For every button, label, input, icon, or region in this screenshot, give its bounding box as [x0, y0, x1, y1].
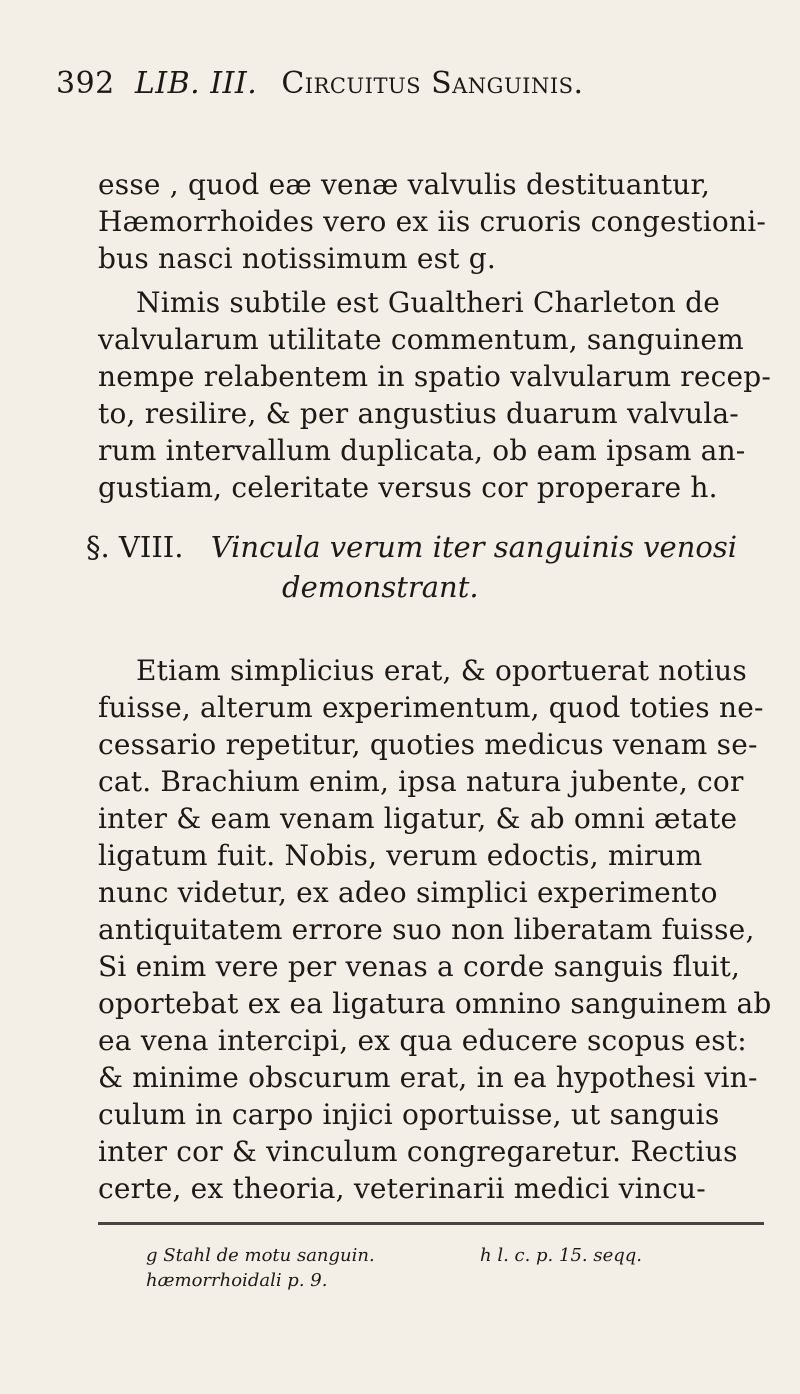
section-title-continued: demonstrant. [282, 570, 479, 604]
section-title: Vincula verum iter sanguinis venosi [210, 530, 738, 564]
text-line: to, resilire, & per angustius duarum valvula- [98, 397, 739, 430]
footnote-g: g Stahl de motu sanguin. [146, 1245, 375, 1266]
footnote-h: h l. c. p. 15. seqq. [480, 1245, 643, 1266]
text-line: antiquitatem errore suo non liberatam fuisse, [98, 913, 755, 946]
text-line: certe, ex theoria, veterinarii medici vincu- [98, 1172, 706, 1205]
text-line: oportebat ex ea ligatura omnino sanguinem ab [98, 987, 772, 1020]
text-line: inter & eam venam ligatur, & ab omni ætate [98, 802, 738, 835]
section-number: §. VIII. [86, 530, 184, 564]
text-line: inter cor & vinculum congregaretur. Rectius [98, 1135, 738, 1168]
footnote-g-continued: hæmorrhoidali p. 9. [146, 1270, 328, 1291]
text-line: ea vena intercipi, ex qua educere scopus est: [98, 1024, 747, 1057]
text-line: culum in carpo injici oportuisse, ut sanguis [98, 1098, 720, 1131]
footnote-rule [98, 1222, 764, 1225]
text-line: fuisse, alterum experimentum, quod toties ne- [98, 691, 764, 724]
text-line: cessario repetitur, quoties medicus venam se- [98, 728, 758, 761]
text-line: cat. Brachium enim, ipsa natura jubente, cor [98, 765, 744, 798]
text-line: nempe relabentem in spatio valvularum recep- [98, 360, 772, 393]
text-line: & minime obscurum erat, in ea hypothesi vin- [98, 1061, 758, 1094]
running-title: Circuitus Sanguinis. [281, 66, 584, 101]
text-line: valvularum utilitate commentum, sanguinem [98, 323, 744, 356]
page-number: 392 [56, 66, 115, 101]
text-line: gustiam, celeritate versus cor properare h. [98, 471, 718, 504]
text-line: ligatum fuit. Nobis, verum edoctis, mirum [98, 839, 703, 872]
book-number: LIB. III. [134, 66, 258, 101]
text-line: Si enim vere per venas a corde sanguis fluit, [98, 950, 741, 983]
text-line: esse , quod eæ venæ valvulis destituantur, [98, 168, 711, 201]
text-line: Nimis subtile est Gualtheri Charleton de [136, 286, 721, 319]
running-header [56, 66, 776, 101]
text-line: Etiam simplicius erat, & oportuerat notius [136, 654, 747, 687]
text-line: Hæmorrhoides vero ex iis cruoris congestioni- [98, 205, 767, 238]
text-line: rum intervallum duplicata, ob eam ipsam an- [98, 434, 746, 467]
text-line: bus nasci notissimum est g. [98, 242, 497, 275]
text-line: nunc videtur, ex adeo simplici experimento [98, 876, 718, 909]
